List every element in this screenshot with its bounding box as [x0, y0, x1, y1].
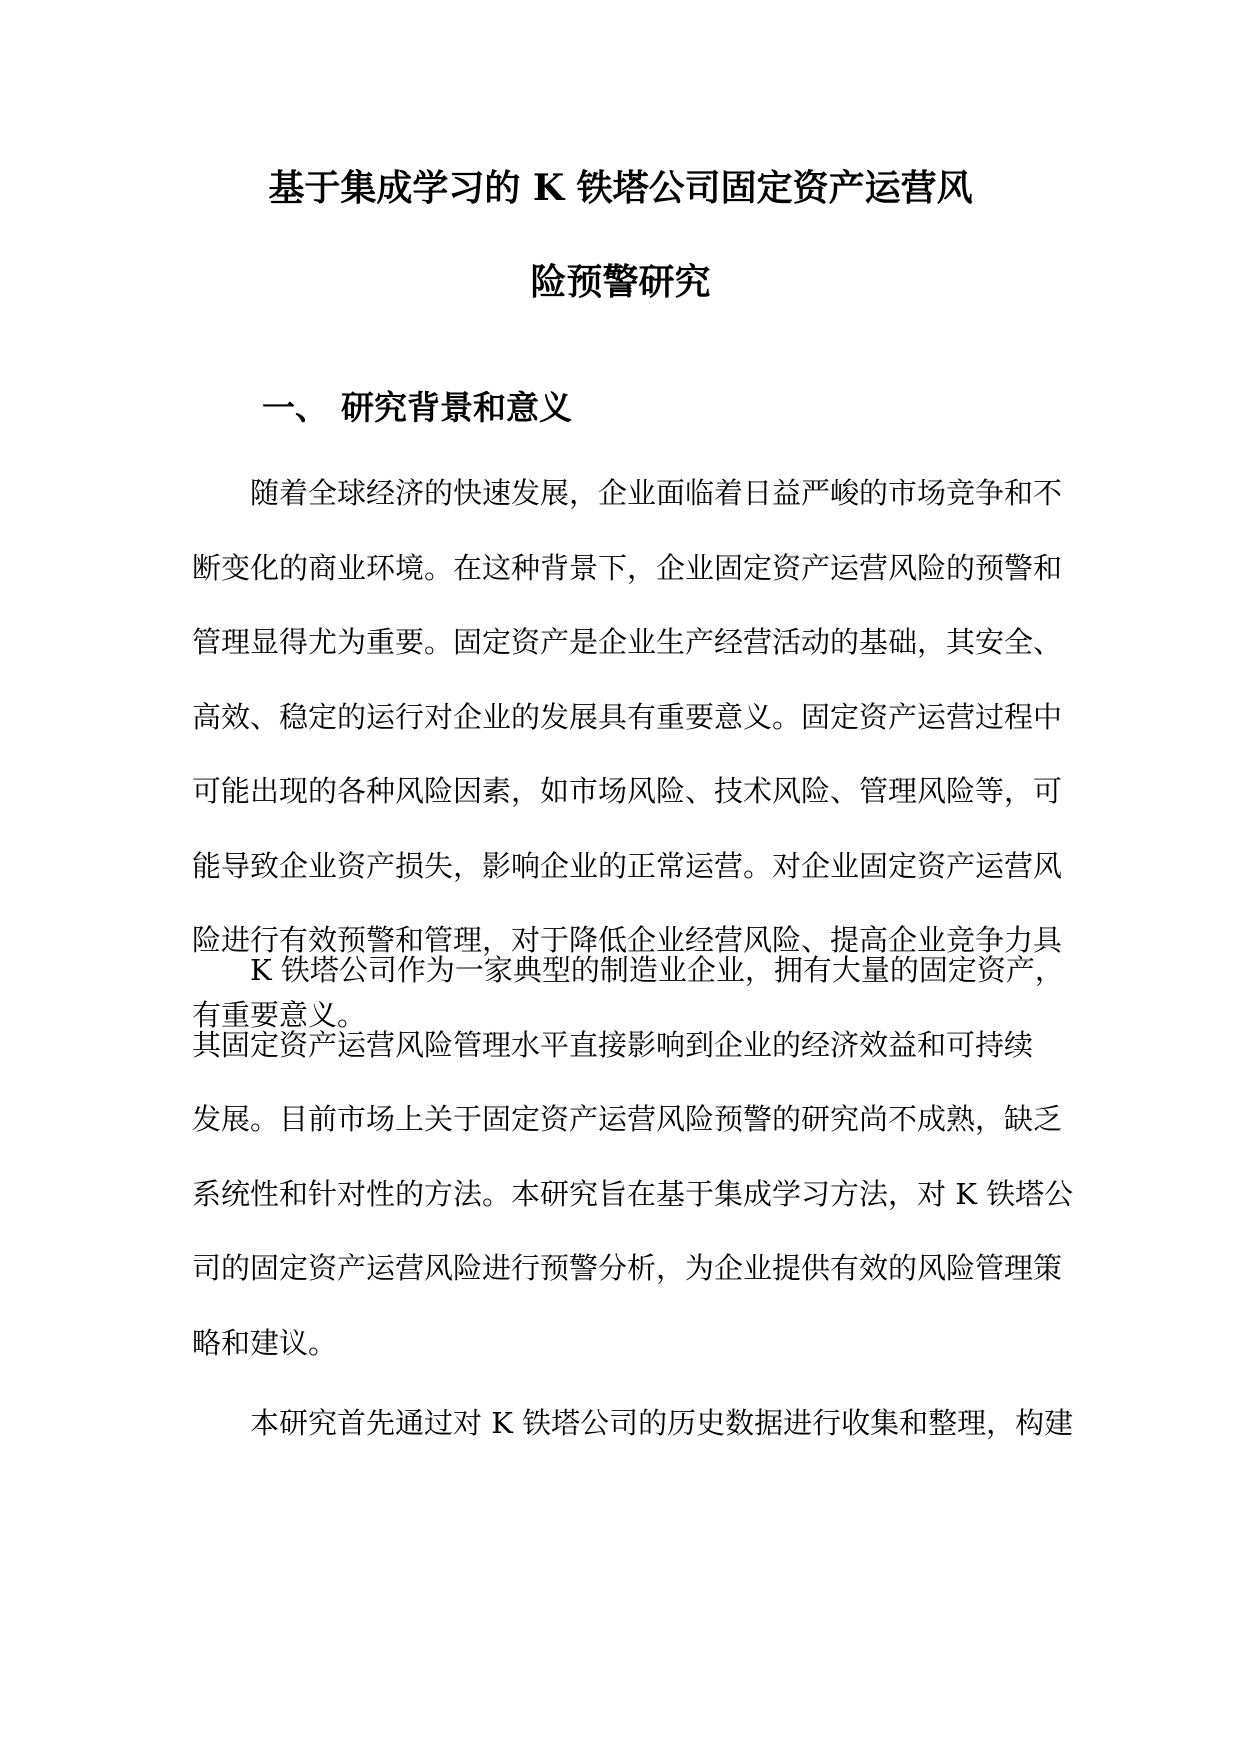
paragraph-2-line: 司的固定资产运营风险进行预警分析，为企业提供有效的风险管理策 — [192, 1251, 1063, 1285]
paragraph-1-line: 可能出现的各种风险因素，如市场风险、技术风险、管理风险等，可 — [192, 774, 1063, 808]
paragraph-2-line: 其固定资产运营风险管理水平直接影响到企业的经济效益和可持续 — [192, 1027, 1034, 1062]
paragraph-1-line: 有重要意义。 — [192, 997, 367, 1032]
paragraph-2-line: 系统性和针对性的方法。本研究旨在基于集成学习方法，对 K 铁塔公 — [192, 1176, 1074, 1211]
paragraph-2-line: 略和建议。 — [192, 1325, 338, 1360]
paragraph-1-line: 高效、稳定的运行对企业的发展具有重要意义。固定资产运营过程中 — [192, 699, 1063, 734]
paragraph-1-line: 险进行有效预警和管理，对于降低企业经营风险、提高企业竞争力具 — [192, 923, 1063, 957]
document-title-line-1: 基于集成学习的 K 铁塔公司固定资产运营风 — [268, 167, 973, 209]
paragraph-1-line: 管理显得尤为重要。固定资产是企业生产经营活动的基础，其安全、 — [192, 625, 1063, 659]
paragraph-3-line: 本研究首先通过对 K 铁塔公司的历史数据进行收集和整理，构建 — [250, 1406, 1074, 1440]
paragraph-1-line: 随着全球经济的快速发展，企业面临着日益严峻的市场竞争和不 — [250, 476, 1063, 510]
section-heading: 研究背景和意义 — [341, 388, 572, 427]
paragraph-2-line: 发展。目前市场上关于固定资产运营风险预警的研究尚不成熟，缺乏 — [192, 1102, 1063, 1136]
paragraph-2-line: K 铁塔公司作为一家典型的制造业企业，拥有大量的固定资产， — [250, 953, 1064, 987]
section-number: 一、 — [262, 388, 328, 427]
paragraph-1-line: 断变化的商业环境。在这种背景下，企业固定资产运营风险的预警和 — [192, 550, 1063, 585]
paragraph-1-line: 能导致企业资产损失，影响企业的正常运营。对企业固定资产运营风 — [192, 848, 1063, 883]
document-title-line-2: 险预警研究 — [530, 261, 711, 303]
